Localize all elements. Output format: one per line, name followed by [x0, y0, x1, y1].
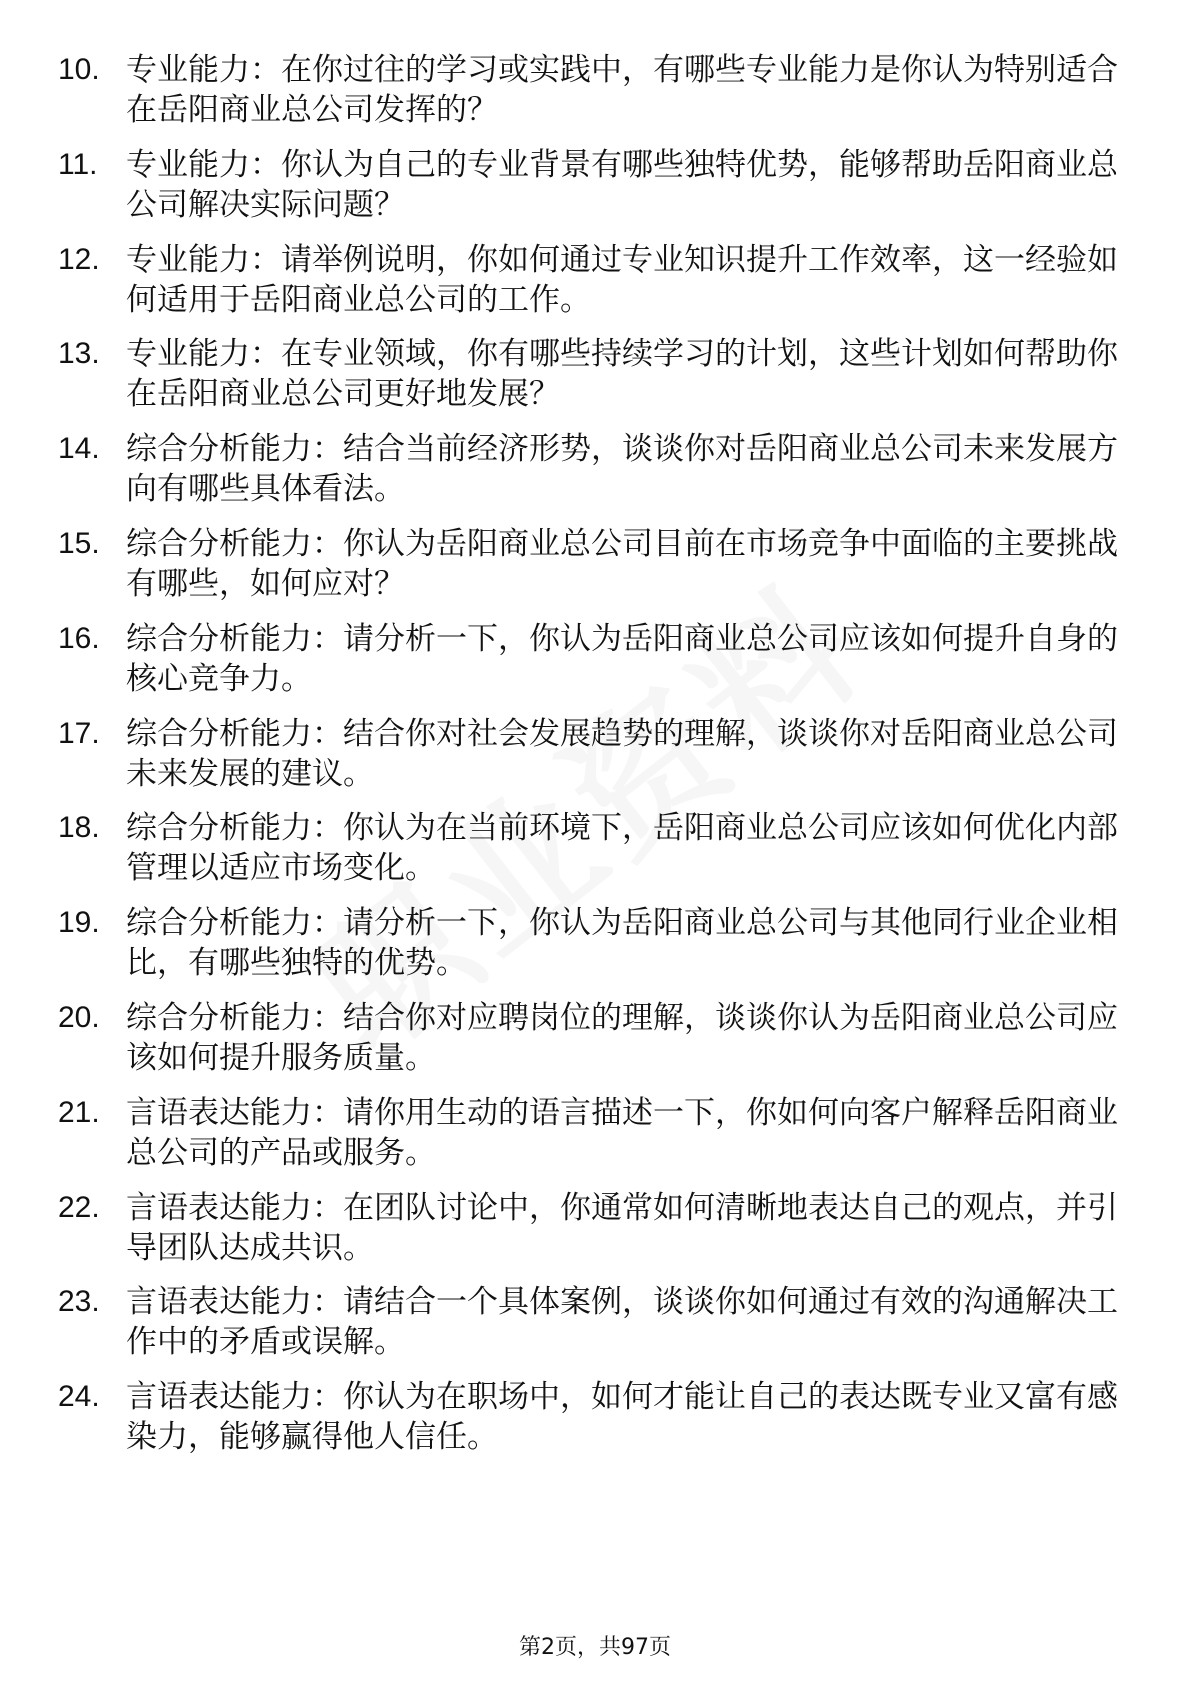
page-footer: 第2页，共97页	[519, 1635, 671, 1660]
question-number: 13.	[58, 337, 100, 371]
question-item-18	[58, 808, 1118, 888]
question-text: 综合分析能力：你认为岳阳商业总公司目前在市场竞争中面临的主要挑战有哪些，如何应对？	[126, 525, 1118, 602]
question-item-20	[58, 998, 1118, 1078]
question-text: 综合分析能力：你认为在当前环境下，岳阳商业总公司应该如何优化内部管理以适应市场变化。	[126, 810, 1118, 887]
question-list	[58, 50, 1118, 1472]
question-text: 综合分析能力：结合你对社会发展趋势的理解，谈谈你对岳阳商业总公司未来发展的建议。	[126, 715, 1118, 792]
question-text: 言语表达能力：请你用生动的语言描述一下，你如何向客户解释岳阳商业总公司的产品或服务。	[126, 1094, 1118, 1171]
question-text: 专业能力：你认为自己的专业背景有哪些独特优势，能够帮助岳阳商业总公司解决实际问题？	[126, 146, 1118, 223]
question-item-11	[58, 145, 1118, 225]
question-number: 16.	[58, 621, 100, 655]
question-item-22	[58, 1188, 1118, 1268]
question-item-10	[58, 50, 1118, 130]
question-item-19	[58, 903, 1118, 983]
question-number: 11.	[58, 147, 98, 181]
question-item-23	[58, 1282, 1118, 1362]
question-text: 综合分析能力：结合你对应聘岗位的理解，谈谈你认为岳阳商业总公司应该如何提升服务质量。	[126, 999, 1118, 1076]
question-number: 21.	[58, 1095, 100, 1129]
question-text: 专业能力：在专业领域，你有哪些持续学习的计划，这些计划如何帮助你在岳阳商业总公司更好地发展？	[126, 336, 1118, 413]
question-text: 言语表达能力：在团队讨论中，你通常如何清晰地表达自己的观点，并引导团队达成共识。	[126, 1189, 1118, 1266]
question-number: 10.	[58, 53, 100, 86]
question-text: 综合分析能力：结合当前经济形势，谈谈你对岳阳商业总公司未来发展方向有哪些具体看法。	[126, 431, 1118, 508]
question-text: 专业能力：请举例说明，你如何通过专业知识提升工作效率，这一经验如何适用于岳阳商业总公司的工作。	[126, 241, 1118, 318]
question-number: 23.	[58, 1285, 100, 1319]
question-number: 24.	[58, 1380, 100, 1414]
question-item-24	[58, 1377, 1118, 1457]
question-number: 19.	[58, 906, 100, 940]
question-item-21	[58, 1093, 1118, 1173]
question-item-15	[58, 524, 1118, 604]
question-item-12	[58, 240, 1118, 320]
question-number: 15.	[58, 526, 100, 560]
question-item-13	[58, 334, 1118, 414]
question-number: 17.	[58, 716, 100, 750]
question-text: 专业能力：在你过往的学习或实践中，有哪些专业能力是你认为特别适合在岳阳商业总公司发挥的？	[126, 52, 1118, 128]
question-number: 14.	[58, 432, 100, 466]
question-item-16	[58, 619, 1118, 699]
question-item-14	[58, 429, 1118, 509]
question-number: 12.	[58, 242, 100, 276]
question-number: 18.	[58, 811, 100, 845]
question-number: 20.	[58, 1000, 100, 1034]
question-text: 言语表达能力：你认为在职场中，如何才能让自己的表达既专业又富有感染力，能够赢得他人信任。	[126, 1379, 1118, 1456]
question-number: 22.	[58, 1190, 100, 1224]
question-text: 综合分析能力：请分析一下，你认为岳阳商业总公司应该如何提升自身的核心竞争力。	[126, 620, 1118, 697]
question-text: 言语表达能力：请结合一个具体案例，谈谈你如何通过有效的沟通解决工作中的矛盾或误解。	[126, 1284, 1118, 1361]
question-item-17	[58, 714, 1118, 794]
question-text: 综合分析能力：请分析一下，你认为岳阳商业总公司与其他同行业企业相比，有哪些独特的优势。	[126, 905, 1118, 982]
